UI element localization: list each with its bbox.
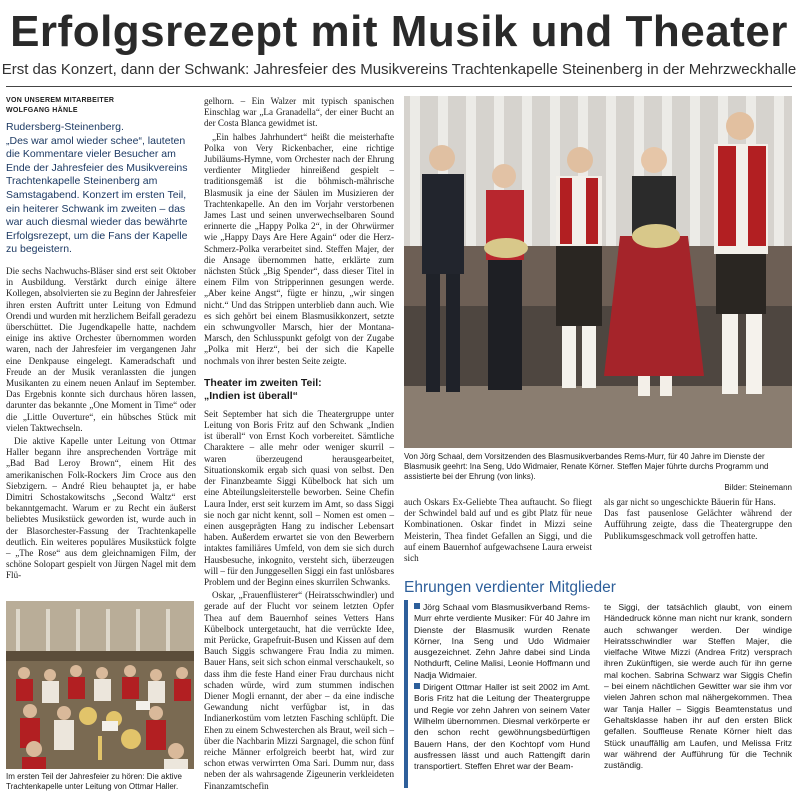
honorees-photo	[404, 96, 792, 448]
column-1	[6, 96, 196, 582]
subheadline: Erst das Konzert, dann der Schwank: Jahresfeier des Musikvereins Trachtenkapelle Steinenberg in der Mehrzweckhalle	[1, 61, 797, 78]
box-title: Ehrungen verdienter Mitglieder	[404, 579, 616, 596]
column-2	[204, 96, 394, 792]
box-column-1	[414, 602, 590, 772]
byline	[6, 96, 196, 116]
paragraph: „Ein halbes Jahrhundert“ heißt die meisterhafte Polka von Very Rickenbacher, eine richtige Jubiläums-Hymne, vom Orchester nach der Ehrung verdienter Mitglieder hinreißend gespielt – traditionsgemäß ist die böhmisch-mährische Blasmusik ja eine der Säulen im Musizieren der Trachtenkapelle. An den im Vorjahr verstorbenen James Last und seinen unverwechselbaren Sound erinnerte die „Happy Polka 2“, in der Ohrwürmer wie „Happy Days Are Here Again“ oder die Herz-Schmerz-Polka verarbeitet sind. Steffen Majer, der die Ansage übernommen hatte, erklärte zum nächsten Stück „Big Spender“, dass dieser Titel in einem Film von Stripperinnen gesungen werde. „Aber keine Angst“, fügte er hinzu, „wir singen nicht.“ Und das Strippen unterblieb dann auch. Wie es sich gehört bei einem Blasmusikkonzert, setzte ein schwungvoller Marsch, hier der Montana-Marsch, den Schlusspunkt gefolgt von der Zugabe „Polka mit Herz“, bei der sich die Kapelle nochmals von ihrer besten Seite zeigte.	[204, 131, 394, 366]
dateline: Rudersberg-Steinenberg.	[6, 121, 124, 133]
column-3: auch Oskars Ex-Geliebte Thea auftaucht. So fliegt der Schwindel bald auf und es gibt Platz für neue Kombinationen. Oskar findet in Mizzi seine Meisterin, Thea findet Gefallen an Siggi, und die auf einem Bauernhof aufgewachsene Laura erweist sich	[404, 497, 592, 564]
box-paragraph	[414, 602, 590, 681]
section-heading-line2: „Indien ist überall“	[204, 389, 298, 402]
bullet-square-icon	[414, 603, 420, 609]
orchestra-photo	[6, 601, 194, 769]
honors-box	[404, 578, 792, 598]
photo-credit: Bilder: Steinemann	[724, 482, 792, 492]
paragraph: Seit September hat sich die Theatergruppe unter Leitung von Boris Fritz auf den Schwank „Indien ist überall“ von Ernst Koch vorbereitet. Sämtliche Charaktere – alle mehr oder weniger skurril – waren überzeugend herausgearbeitet, Situationskomik ergab sich quasi von selbst. Den der Finanzbeamte Siggi Kübelbock hat sich um eine Abteilungsleiterstelle beworben. Seine Chefin Laura Inder, erst seit kurzem im Amt, so dass Siggi sie noch gar nicht kennt, soll – Nomen est omen – einen ausgeprägten Hang zu indischer Lebensart haben. Außerdem erwartet sie von den Bewerbern intaktes familiäres Umfeld, von dem sie sich durch Hausbesuche, inkognito, versteht sich, überzeugen will – für den Junggesellen Siggi ein fast unlösbares Problem und der Beginn eines skurrilen Schwanks.	[204, 408, 394, 587]
section-heading	[204, 377, 394, 403]
column-4: als gar nicht so ungeschickte Bäuerin für Hans. Das fast pausenlose Gelächter während der Aufführung zeigte, dass die Theatergruppe den Publikumsgeschmack voll getroffen hatte.	[604, 497, 792, 541]
section-heading-line1: Theater im zweiten Teil:	[204, 376, 322, 389]
paragraph: Oskar, „Frauenflüsterer“ (Heiratsschwindler) und gerade auf der Flucht vor seinem letzten Opfer Thea auf dem Bauernhof seines Vetters Hans Kübelbock untergetaucht, hat die verrückte Idee, mit Perücke, Grapefruit-Busen und Kissen auf dem Bauch Siggis schwangere Frau India zu mimen. Bauer Hans, seit sich schon einmal verschaukelt, so dass ihm die feste Hand einer Frau durchaus nicht schaden würde, wird zum stummen indischen Diener Mogli ernannt, der aber – da eine indische Gewandung nicht verfügbar ist, in das Indianerkostüm vom letzten Fasching schlüpft. Die Ehen zu einem Schwesterchen als Braut, weil sich – über die Nachbarin Mizzi Sargnagel, die schon fünf reiche Männer erfolgreich beerbt hat, wird zur schon etwas verwirrten Oma Sari. Dumm nur, dass neben der als wahrsagende Zigeunerin verkleideten Finanzamtschefin	[204, 590, 394, 791]
honorees-image	[404, 96, 792, 448]
divider	[6, 86, 792, 87]
byline-line1: VON UNSEREM MITARBEITER	[6, 97, 115, 104]
box-accent-bar	[404, 600, 408, 788]
caption-text: Von Jörg Schaal, dem Vorsitzenden des Blasmusikverbandes Rems-Murr, für 40 Jahre im Dienste der Blasmusik geehrt: Ina Seng, Udo Widmaier, Renate Körner. Steffen Majer führte durchs Programm und assistierte bei der Ehrung (von links).	[404, 452, 769, 482]
honorees-photo-caption	[404, 452, 792, 493]
box-column-2: te Siggi, der tatsächlich glaubt, von einem Händedruck könne man nicht nur krank, sondern auch schwanger werden. Der windige Heiratsschwindler war Steffen Majer, die vielfache Witwe Mizzi (Andrea Fritz) versprach ihren Zukünftigen, sie werde auch für ihn gerne mal kochen. Sabrina Schwarz war Siggis Chefin – bei einem nächtlichen Gewitter war sie ihm vor vielen Jahren schon mal nähergekommen. Thea war Tanja Haller – Siggis Beamtenstatus und Gehaltsklasse haben ihr auf den ersten Blick gefallen. Souffleuse Renate Körner hielt das Stück unauffällig am Laufen, und Melissa Fritz war während der Aufführung für die Technik zuständig.	[604, 602, 792, 771]
orchestra-photo-caption: Im ersten Teil der Jahresfeier zu hören: Die aktive Trachtenkapelle unter Leitung von Ottmar Haller.	[6, 772, 182, 792]
lead-text: „Des war amol wieder schee“, lauteten die Kommentare vieler Besucher am Ende der Jahresfeier des Musikvereins Trachtenkapelle Steinenberg am Samstagabend. Konzert im ersten Teil, ein heiterer Schwank im zweiten – das war auch diesmal wieder das bewährte Erfolgsrezept, um die Fans der Kapelle zu begeistern.	[6, 134, 188, 256]
box-text: Jörg Schaal vom Blasmusikverband Rems-Murr ehrte verdiente Musiker: Für 40 Jahre im Dienste der Blasmusik wurden Renate Körner, Ina Seng und Udo Widmaier ausgezeichnet. Zehn Jahre dabei sind Linda Nothdurft, Celine Malisi, Leonie Hoffmann und Nadja Widmaier.	[414, 602, 590, 680]
paragraph: gelhorn. – Ein Walzer mit typisch spanischen Einschlag war „La Granadella“, der einer Bucht an der Costa Blanca gewidmet ist.	[204, 96, 394, 129]
lead-paragraph	[6, 121, 196, 257]
orchestra-image	[6, 601, 194, 769]
headline: Erfolgsrezept mit Musik und Theater	[10, 7, 788, 56]
paragraph: Die aktive Kapelle unter Leitung von Ottmar Haller begann ihre ansprechenden Vorträge mit „Bad Bad Leroy Brown“, einem Hit des amerikanischen Folk-Rockers Jim Croce aus den Siebzigern. – André Rieu behauptet ja, er habe Dimitri Schostakowitschs „Second Waltz“ erst bekanntgemacht. Warum er zu Recht ein äußerst beliebtes Musikstück geworden ist, wurde auch in der Blasorchester-Fassung der Trachtenkapelle deutlich. Ein weiteres populäres Musikstück folgte – „The Rose“ aus dem gleichnamigen Film, der schöne Solopart gespielt von Jürgen Nagel mit dem Flü-	[6, 435, 196, 581]
byline-author: WOLFGANG HÄNLE	[6, 107, 78, 114]
paragraph: Die sechs Nachwuchs-Bläser sind erst seit Oktober in Ausbildung. Verstärkt durch einige ältere Kollegen, absolvierten sie zu Beginn der Jahresfeier ihren ersten Auftritt unter Leitung von Edmund Orendi und wurden mit herzlichem Beifall geradezu überschüttet. Die Jugendkapelle hatte, nachdem einige ins aktive Orchester übernommen worden waren, nach der Jahresfeier im vergangenen Jahr eine Denkpause eingelegt. Kameradschaft und Freude an der Musik veranlassten die jungen Musikanten zu einem neuen Anlauf im September. Das Ergebnis konnte sich durchaus hören lassen, darunter das bekannte „One Moment in Time“ oder die „Little Ouverture“, ein hübsches Stück mit vielen Taktwechseln.	[6, 265, 196, 433]
box-paragraph	[414, 682, 590, 772]
body-column-1	[6, 266, 196, 582]
bullet-square-icon	[414, 683, 420, 689]
box-text: Dirigent Ottmar Haller ist seit 2002 im Amt. Boris Fritz hat die Leitung der Theatergruppe und Regie vor zehn Jahren von seinem Vater Wilhelm übernommen. Diesmal verkörperte er den schon recht gewöhnungsbedürftigen Bauern Hans, der den Kochtopf vom Hund ausfressen lässt und auch Rattengift darin transportiert. Steffen Ehret war der Beam-	[414, 682, 590, 772]
